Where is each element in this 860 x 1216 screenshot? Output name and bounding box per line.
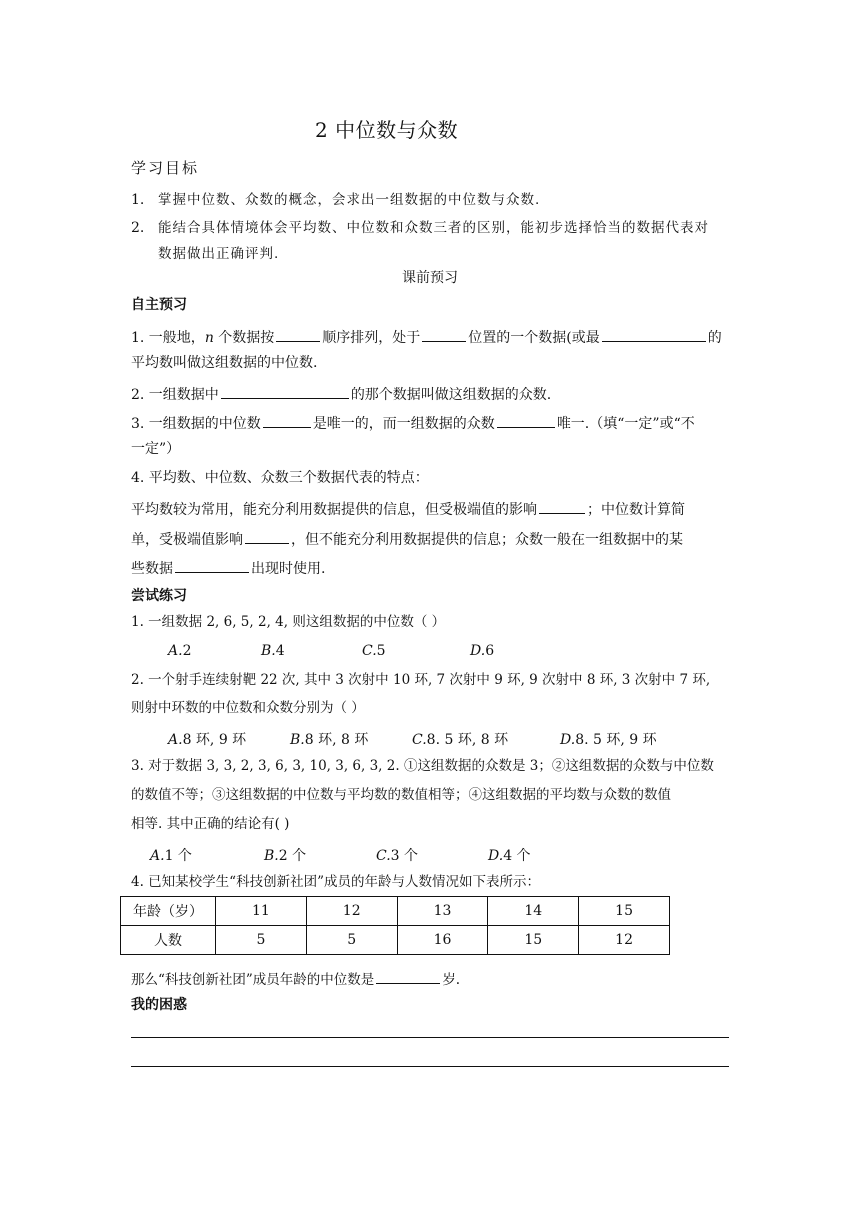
q3-option-c[interactable]: C.3 个 — [376, 848, 419, 864]
table-header-count: 人数 — [121, 926, 216, 955]
preview-q4: 4. 平均数、中位数、众数三个数据代表的特点： — [131, 470, 429, 486]
q2-option-d[interactable]: D.8. 5 环, 9 环 — [560, 732, 657, 748]
preview-q4-line2: 单，受极端值影响 ，但不能充分利用数据提供的信息；众数一般在一组数据中的某 — [131, 529, 683, 549]
practice-q1: 1. 一组数据 2, 6, 5, 2, 4, 则这组数据的中位数（ ） — [131, 614, 446, 630]
q1-option-b[interactable]: B.4 — [261, 643, 285, 659]
blank-mean-extreme[interactable] — [539, 499, 585, 514]
table-cell: 5 — [216, 926, 307, 955]
q2-option-a[interactable]: A.8 环, 9 环 — [168, 732, 247, 748]
objective-1-text: 掌握中位数、众数的概念，会求出一组数据的中位数与众数. — [158, 192, 541, 208]
preview-q4-line1: 平均数较为常用，能充分利用数据提供的信息，但受极端值的影响 ；中位数计算简 — [131, 499, 685, 519]
preview-q3-line1: 3. 一组数据的中位数 是唯一的，而一组数据的众数 唯一.（填“一定”或“不 — [131, 413, 695, 433]
answer-line-1[interactable] — [131, 1037, 729, 1038]
table-cell: 15 — [488, 926, 579, 955]
table-header-age: 年龄（岁） — [121, 897, 216, 926]
self-preview-heading: 自主预习 — [131, 297, 187, 313]
practice-q4-after: 那么“科技创新社团”成员年龄的中位数是 岁. — [131, 969, 460, 988]
table-cell: 13 — [397, 897, 488, 926]
practice-q2-line1: 2. 一个射手连续射靶 22 次, 其中 3 次射中 10 环, 7 次射中 9 环, 9 次射中 8 环, 3 次射中 7 环, — [131, 672, 711, 688]
q3-option-b[interactable]: B.2 个 — [264, 848, 307, 864]
answer-line-2[interactable] — [131, 1066, 729, 1067]
q3-option-a[interactable]: A.1 个 — [150, 848, 192, 864]
age-count-table — [120, 896, 670, 955]
objective-2-text: 能结合具体情境体会平均数、中位数和众数三者的区别，能初步选择恰当的数据代表对 — [158, 220, 709, 236]
preview-heading: 课前预习 — [402, 270, 458, 286]
practice-q4: 4. 已知某校学生“科技创新社团”成员的年龄与人数情况如下表所示： — [131, 874, 540, 890]
q1-option-d[interactable]: D.6 — [470, 643, 495, 659]
objectives-heading: 学习目标 — [131, 159, 200, 177]
q1-option-a[interactable]: A.2 — [168, 643, 192, 659]
practice-q3-line3: 相等. 其中正确的结论有( ) — [131, 816, 290, 832]
table-cell: 12 — [579, 926, 670, 955]
blank-most-frequent[interactable] — [221, 384, 349, 399]
blank-mode-unique[interactable] — [497, 413, 555, 428]
confusion-heading: 我的困惑 — [131, 997, 187, 1013]
blank-median-age[interactable] — [376, 969, 440, 984]
blank-median-unique[interactable] — [263, 413, 311, 428]
blank-order[interactable] — [276, 327, 320, 342]
practice-heading: 尝试练习 — [131, 588, 187, 604]
blank-mode-repeat[interactable] — [175, 558, 249, 573]
practice-q2-line2: 则射中环数的中位数和众数分别为（ ） — [131, 700, 365, 716]
objective-2-cont: 数据做出正确评判. — [158, 246, 280, 262]
page-title: 2 中位数与众数 — [315, 118, 459, 142]
q2-option-b[interactable]: B.8 环, 8 环 — [290, 732, 369, 748]
q1-option-c[interactable]: C.5 — [362, 643, 386, 659]
table-cell: 11 — [216, 897, 307, 926]
blank-median-extreme[interactable] — [245, 529, 289, 544]
blank-middle-two[interactable] — [602, 327, 706, 342]
preview-q4-line3: 些数据 出现时使用. — [131, 558, 325, 578]
table-cell: 5 — [306, 926, 397, 955]
preview-q1-line1: 1. 一般地，n 个数据按 顺序排列，处于 位置的一个数据(或最 的 — [131, 327, 722, 347]
preview-q1-line2: 平均数叫做这组数据的中位数. — [131, 355, 318, 371]
table-row-counts — [121, 926, 670, 955]
table-cell: 14 — [488, 897, 579, 926]
practice-q3-line2: 的数值不等；③这组数据的中位数与平均数的数值相等；④这组数据的平均数与众数的数值 — [131, 787, 671, 803]
preview-q3-line2: 一定”） — [131, 441, 181, 457]
preview-q2: 2. 一组数据中 的那个数据叫做这组数据的众数. — [131, 384, 551, 404]
table-cell: 16 — [397, 926, 488, 955]
table-cell: 12 — [306, 897, 397, 926]
q2-option-c[interactable]: C.8. 5 环, 8 环 — [412, 732, 509, 748]
table-row-ages — [121, 897, 670, 926]
objective-2-num: 2. — [131, 220, 145, 236]
blank-position[interactable] — [422, 327, 466, 342]
practice-q3-line1: 3. 对于数据 3, 3, 2, 3, 6, 3, 10, 3, 6, 3, 2. ①这组数据的众数是 3；②这组数据的众数与中位数 — [131, 758, 714, 774]
table-cell: 15 — [579, 897, 670, 926]
q3-option-d[interactable]: D.4 个 — [488, 848, 531, 864]
objective-1-num: 1. — [131, 192, 145, 208]
